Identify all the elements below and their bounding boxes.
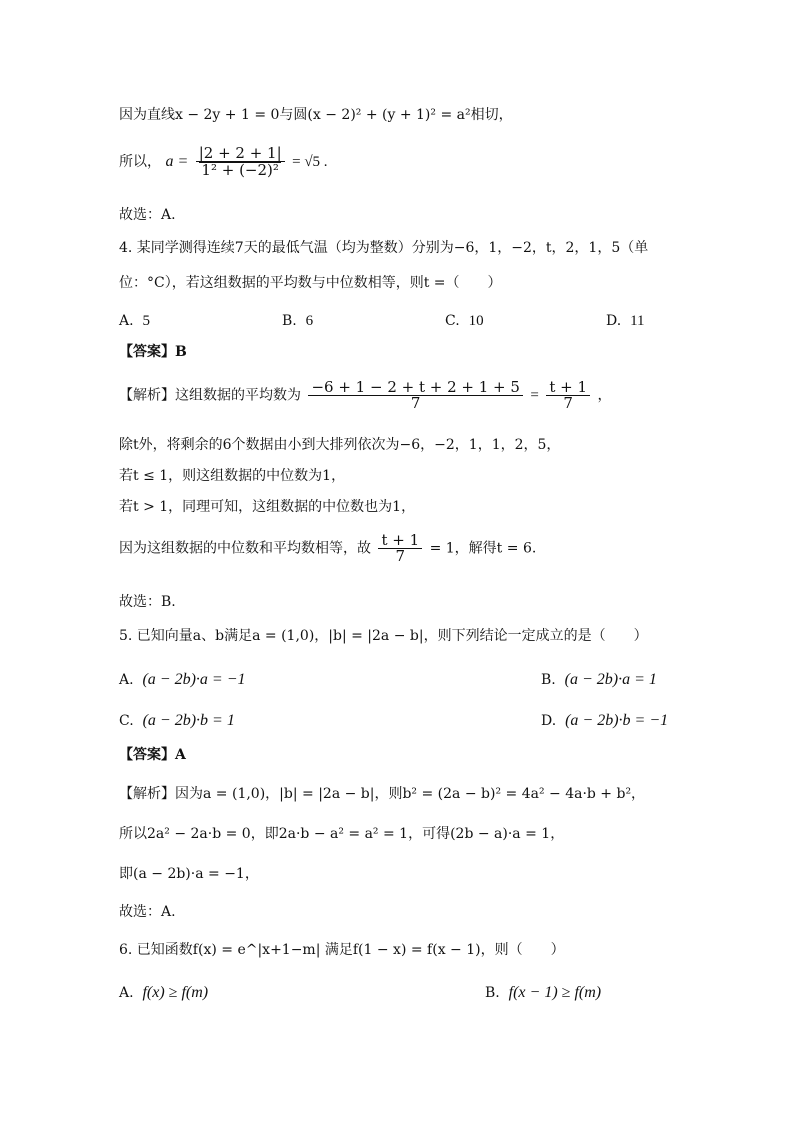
q5-option-d xyxy=(541,712,668,730)
q4-line-c: 若t > 1，同理可知，这组数据的中位数也为1， xyxy=(119,499,416,515)
q4-option-c-value: 10 xyxy=(468,313,484,329)
q4-line-d-fraction xyxy=(378,533,422,564)
q5-option-c-value: (a − 2b)·b = 1 xyxy=(142,712,235,729)
q5-analysis-line3: 即(a − 2b)·a = −1， xyxy=(119,866,259,882)
q4-stem-line1: 4. 某同学测得连续7天的最低气温（均为整数）分别为−6，1，−2，t，2，1，5（单 xyxy=(119,240,649,256)
sol3-conclusion: 故选：A. xyxy=(119,207,176,223)
sol3-line2 xyxy=(119,146,328,178)
q4-mean-numerator2: t + 1 xyxy=(546,380,590,396)
q5-option-c-label: C. xyxy=(119,713,134,729)
q5-option-a xyxy=(119,671,246,689)
q4-option-b xyxy=(282,313,313,330)
q4-conclusion: 故选：B. xyxy=(119,594,176,610)
q5-conclusion: 故选：A. xyxy=(119,904,176,920)
q4-mean-numerator: −6 + 1 − 2 + t + 2 + 1 + 5 xyxy=(308,380,522,396)
q4-stem-line2: 位：°C），若这组数据的平均数与中位数相等，则t =（ ） xyxy=(119,275,502,291)
q4-option-b-label: B. xyxy=(282,313,297,329)
q4-option-d xyxy=(606,313,645,330)
q4-option-c-label: C. xyxy=(445,313,460,329)
q5-option-d-value: (a − 2b)·b = −1 xyxy=(565,712,669,729)
q4-mean-fraction2 xyxy=(546,380,590,411)
q4-line-d-tail: = 1，解得t = 6. xyxy=(429,540,537,557)
q6-option-a xyxy=(119,984,208,1002)
q5-option-b xyxy=(541,671,657,689)
q4-option-a-value: 5 xyxy=(142,313,150,329)
q4-line-a: 除t外，将剩余的6个数据由小到大排列依次为−6，−2，1，1，2，5， xyxy=(119,437,561,453)
q4-line-d-numerator: t + 1 xyxy=(378,533,422,549)
q5-option-c xyxy=(119,712,235,730)
q5-answer: 【答案】A xyxy=(119,747,186,763)
sqrt-radicand: 1² + (−2)² xyxy=(201,161,279,179)
q4-option-d-label: D. xyxy=(606,313,622,329)
q5-stem: 5. 已知向量a、b满足a = (1,0)，|b| = |2a − b|，则下列结论一定成立的是（ ） xyxy=(119,628,648,644)
sol3-line2-result: = √5 . xyxy=(292,154,328,170)
q4-analysis-prefix: 【解析】这组数据的平均数为 xyxy=(119,387,301,404)
q5-option-b-label: B. xyxy=(541,672,556,688)
q5-option-b-value: (a − 2b)·a = 1 xyxy=(564,671,657,688)
q4-answer: 【答案】B xyxy=(119,344,187,360)
q6-option-b xyxy=(485,984,601,1002)
q6-option-b-label: B. xyxy=(485,985,500,1001)
q4-analysis-tail: ， xyxy=(597,387,612,404)
q4-analysis-mean xyxy=(119,380,611,411)
q6-option-a-label: A. xyxy=(119,985,134,1001)
q5-option-a-label: A. xyxy=(119,672,134,688)
q4-line-b: 若t ≤ 1，则这组数据的中位数为1， xyxy=(119,468,346,484)
q4-mean-denominator2: 7 xyxy=(563,394,573,412)
q4-option-a xyxy=(119,313,150,330)
q4-option-b-value: 6 xyxy=(305,313,314,329)
q4-line-d xyxy=(119,533,536,564)
sol3-line2-a: a = xyxy=(165,153,189,170)
q5-analysis-line1: 【解析】因为a = (1,0)，|b| = |2a − b|，则b² = (2a − b)² = 4a² − 4a·b + b²， xyxy=(119,786,646,802)
q5-analysis-line2: 所以2a² − 2a·b = 0，即2a·b − a² = a² = 1，可得(2b − a)·a = 1， xyxy=(119,826,565,842)
sol3-line1: 因为直线x − 2y + 1 = 0与圆(x − 2)² + (y + 1)² = a²相切， xyxy=(119,107,513,123)
sol3-fraction xyxy=(196,146,285,178)
q4-line-d-prefix: 因为这组数据的中位数和平均数相等，故 xyxy=(119,540,371,557)
q6-option-b-value: f(x − 1) ≥ f(m) xyxy=(508,984,602,1001)
q5-option-d-label: D. xyxy=(541,713,557,729)
q4-option-c xyxy=(445,313,484,330)
q4-mean-fraction xyxy=(308,380,522,411)
q4-option-d-value: 11 xyxy=(630,313,645,329)
q4-option-a-label: A. xyxy=(119,313,134,329)
q6-option-a-value: f(x) ≥ f(m) xyxy=(142,984,209,1001)
q6-stem: 6. 已知函数f(x) = e^|x+1−m| 满足f(1 − x) = f(x − 1)，则（ ） xyxy=(119,942,565,958)
q4-mean-denominator: 7 xyxy=(410,394,421,412)
q4-mean-equals: = xyxy=(530,387,539,404)
sol3-fraction-numerator: |2 + 2 + 1| xyxy=(196,146,285,162)
q4-line-d-denominator: 7 xyxy=(395,547,406,565)
sol3-fraction-denominator xyxy=(196,162,285,178)
q5-option-a-value: (a − 2b)·a = −1 xyxy=(142,671,246,688)
sol3-line2-prefix: 所以， xyxy=(119,154,161,170)
